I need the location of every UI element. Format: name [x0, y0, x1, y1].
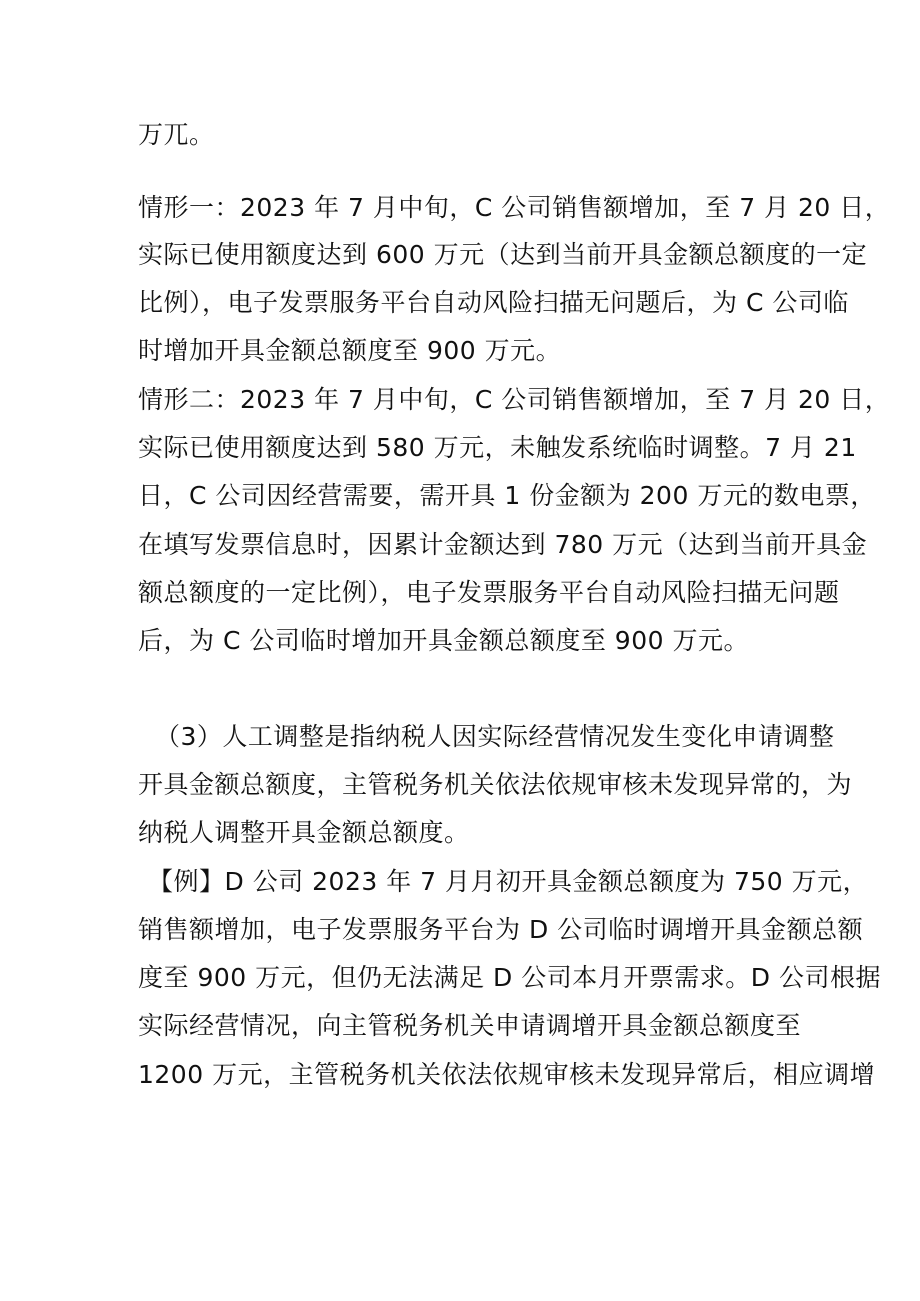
text-line: 比例），电子发票服务平台自动风险扫描无问题后，为 C 公司临 [138, 288, 849, 317]
text-line: 额总额度的一定比例），电子发票服务平台自动风险扫描无问题 [138, 578, 840, 607]
text-line: 情形二：2023 年 7 月中旬，C 公司销售额增加，至 7 月 20 日， [138, 385, 891, 414]
text-line: 后，为 C 公司临时增加开具金额总额度至 900 万元。 [138, 626, 749, 655]
text-line: 纳税人调整开具金额总额度。 [138, 818, 470, 847]
text-line: 实际经营情况，向主管税务机关申请调增开具金额总额度至 [138, 1011, 802, 1040]
text-line: 实际已使用额度达到 600 万元（达到当前开具金额总额度的一定 [138, 240, 868, 269]
text-line: 时增加开具金额总额度至 900 万元。 [138, 336, 562, 365]
text-line: 1200 万元，主管税务机关依法依规审核未发现异常后，相应调增 [138, 1060, 876, 1089]
text-line: 销售额增加，电子发票服务平台为 D 公司临时调增开具金额总额 [138, 915, 864, 944]
text-line: 在填写发票信息时，因累计金额达到 780 万元（达到当前开具金 [138, 530, 868, 559]
text-line: 度至 900 万元，但仍无法满足 D 公司本月开票需求。D 公司根据 [138, 963, 881, 992]
text-line: 万兀。 [138, 120, 215, 149]
text-line: 开具金额总额度，主管税务机关依法依规审核未发现异常的，为 [138, 770, 853, 799]
text-line: （3）人工调整是指纳税人因实际经营情况发生变化申请调整 [155, 722, 835, 751]
text-line: 实际已使用额度达到 580 万元，未触发系统临时调整。7 月 21 [138, 433, 857, 462]
text-line: 日，C 公司因经营需要，需开具 1 份金额为 200 万元的数电票， [138, 481, 876, 510]
text-line: 【例】D 公司 2023 年 7 月月初开具金额总额度为 750 万元， [148, 867, 869, 896]
text-line: 情形一：2023 年 7 月中旬，C 公司销售额增加，至 7 月 20 日， [138, 193, 891, 222]
